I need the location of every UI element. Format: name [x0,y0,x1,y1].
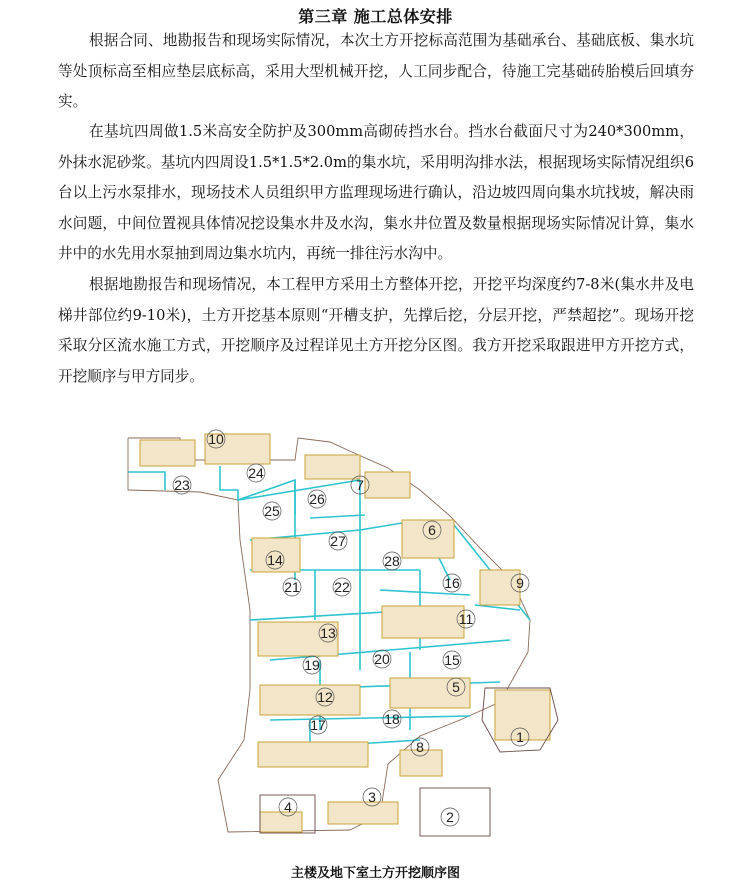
zone-number: 22 [334,579,350,595]
zone-number: 2 [446,809,454,825]
zone-number: 8 [416,739,424,755]
zone-number: 24 [248,465,264,481]
zone-number: 4 [284,799,292,815]
zone-number: 25 [264,503,280,519]
zone-number: 9 [516,575,524,591]
zone-number: 7 [356,477,364,493]
zone-number: 5 [452,679,460,695]
zone-number: 20 [374,651,390,667]
zone-number: 28 [384,553,400,569]
paragraph-2: 在基坑四周做1.5米高安全防护及300mm高砌砖挡水台。挡水台截面尺寸为240*300mm，外抹水泥砂浆。基坑内四周设1.5*1.5*2.0m的集水坑，采用明沟排水法，根据现场实际情况组织6台以上污水泵排水，现场技术人员组织甲方监理现场进行确认，沿边坡四周向集水坑找坡，解决雨水问题，中间位置视具体情况挖设集水井及水沟，集水井位置及数量根据现场实际情况计算，集水井中的水先用水泵抽到周边集水坑内，再统一排往污水沟中。 [58,123,694,262]
zone-number: 15 [444,652,460,668]
paragraph-3: 根据地勘报告和现场情况，本工程甲方采用土方整体开挖，开挖平均深度约7-8米(集水井及电梯井部位约9-10米)，土方开挖基本原则“开槽支护，先撑后挖，分层开挖，严禁超挖”。现场开挖采取分区流水施工方式，开挖顺序及过程详见土方开挖分区图。我方开挖采取跟进甲方开挖方式，开挖顺序与甲方同步。 [58,276,694,385]
zone-number: 18 [384,711,400,727]
zone-number: 6 [428,522,436,538]
zone-number: 13 [320,625,336,641]
zone-number: 27 [330,533,346,549]
zone-number: 23 [174,477,190,493]
zone-number: 26 [309,491,325,507]
zone-number: 14 [267,552,283,568]
zone-number: 10 [208,431,224,447]
figure-caption: 主楼及地下室土方开挖顺序图 [290,866,460,881]
zone-number: 1 [516,729,524,745]
zone-number: 21 [284,579,300,595]
zone-number: 19 [304,657,320,673]
zone-number: 16 [444,575,460,591]
excavation-zoning-plan [120,420,640,840]
chapter-heading: 第三章 施工总体安排 [298,7,453,26]
zone-number: 12 [317,689,333,705]
paragraph-1: 根据合同、地勘报告和现场实际情况，本次土方开挖标高范围为基础承台、基础底板、集水坑等处顶标高至相应垫层底标高，采用大型机械开挖，人工同步配合，待施工完基础砖胎模后回填夯实。 [58,32,694,110]
zone-number: 11 [458,611,474,627]
zone-number: 3 [368,789,376,805]
zone-number: 17 [310,717,326,733]
